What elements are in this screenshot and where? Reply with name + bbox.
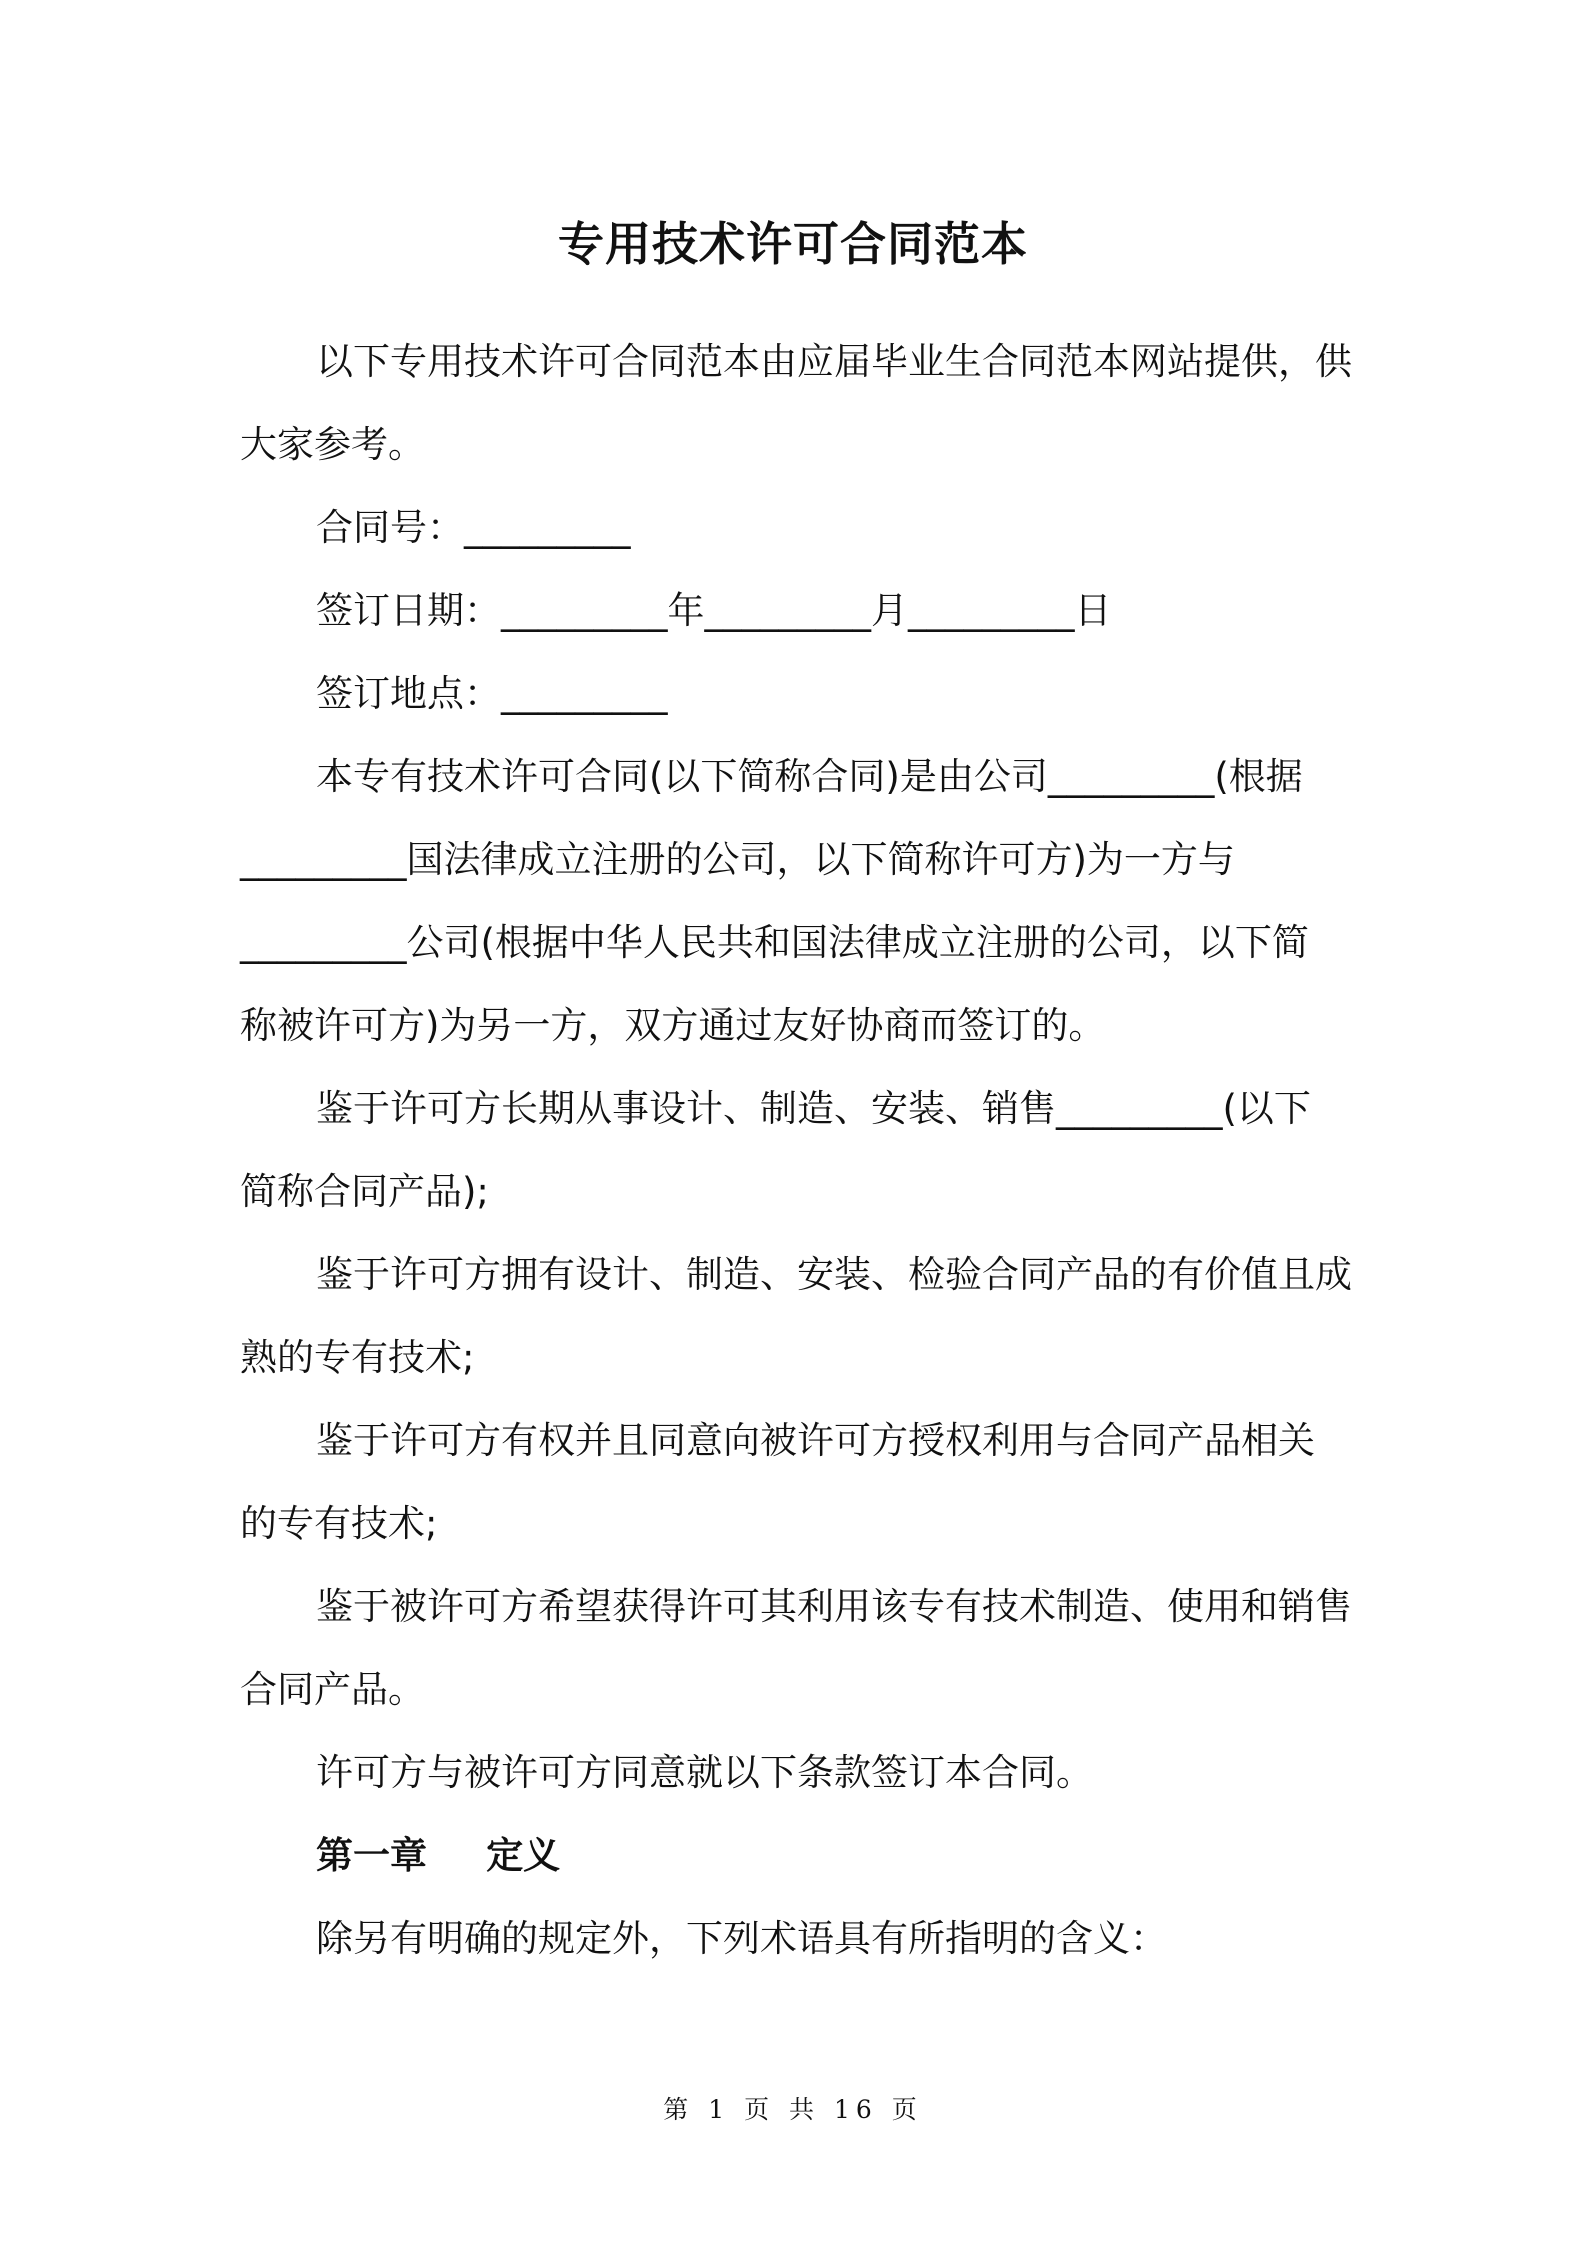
contract-number-line: 合同号：_________	[316, 506, 631, 549]
whereas-2-line-1: 鉴于许可方拥有设计、制造、安装、检验合同产品的有价值且成	[316, 1253, 1352, 1296]
chapter-name: 定义	[486, 1834, 561, 1877]
chapter-number: 第一章	[316, 1834, 427, 1877]
signing-place-line: 签订地点：_________	[316, 672, 668, 715]
chapter-heading	[240, 1814, 1356, 1897]
intro-line-2: 大家参考。	[240, 423, 425, 466]
whereas-3-line-2: 的专有技术;	[240, 1502, 438, 1545]
parties-line-3: _________公司(根据中华人民共和国法律成立注册的公司，以下简	[240, 921, 1309, 964]
whereas-2-line-2: 熟的专有技术;	[240, 1336, 475, 1379]
whereas-1-line-1: 鉴于许可方长期从事设计、制造、安装、销售_________(以下	[316, 1087, 1311, 1130]
agreement-line: 许可方与被许可方同意就以下条款签订本合同。	[316, 1751, 1093, 1794]
whereas-1-line-2: 简称合同产品);	[240, 1170, 489, 1213]
whereas-4-line-1: 鉴于被许可方希望获得许可其利用该专有技术制造、使用和销售	[316, 1585, 1352, 1628]
parties-line-1: 本专有技术许可合同(以下简称合同)是由公司_________(根据	[316, 755, 1303, 798]
whereas-4-line-2: 合同产品。	[240, 1668, 425, 1711]
parties-line-2: _________国法律成立注册的公司，以下简称许可方)为一方与	[240, 838, 1235, 881]
intro-line-1: 以下专用技术许可合同范本由应届毕业生合同范本网站提供，供	[316, 340, 1352, 383]
document-body	[240, 320, 1356, 1980]
page-footer: 第 1 页 共 16 页	[663, 2095, 923, 2124]
whereas-3-line-1: 鉴于许可方有权并且同意向被许可方授权利用与合同产品相关	[316, 1419, 1315, 1462]
definitions-intro-line: 除另有明确的规定外，下列术语具有所指明的含义：	[316, 1917, 1167, 1960]
parties-line-4: 称被许可方)为另一方，双方通过友好协商而签订的。	[240, 1004, 1106, 1047]
document-title: 专用技术许可合同范本	[558, 217, 1028, 271]
signing-date-line: 签订日期：_________年_________月_________日	[316, 589, 1112, 632]
